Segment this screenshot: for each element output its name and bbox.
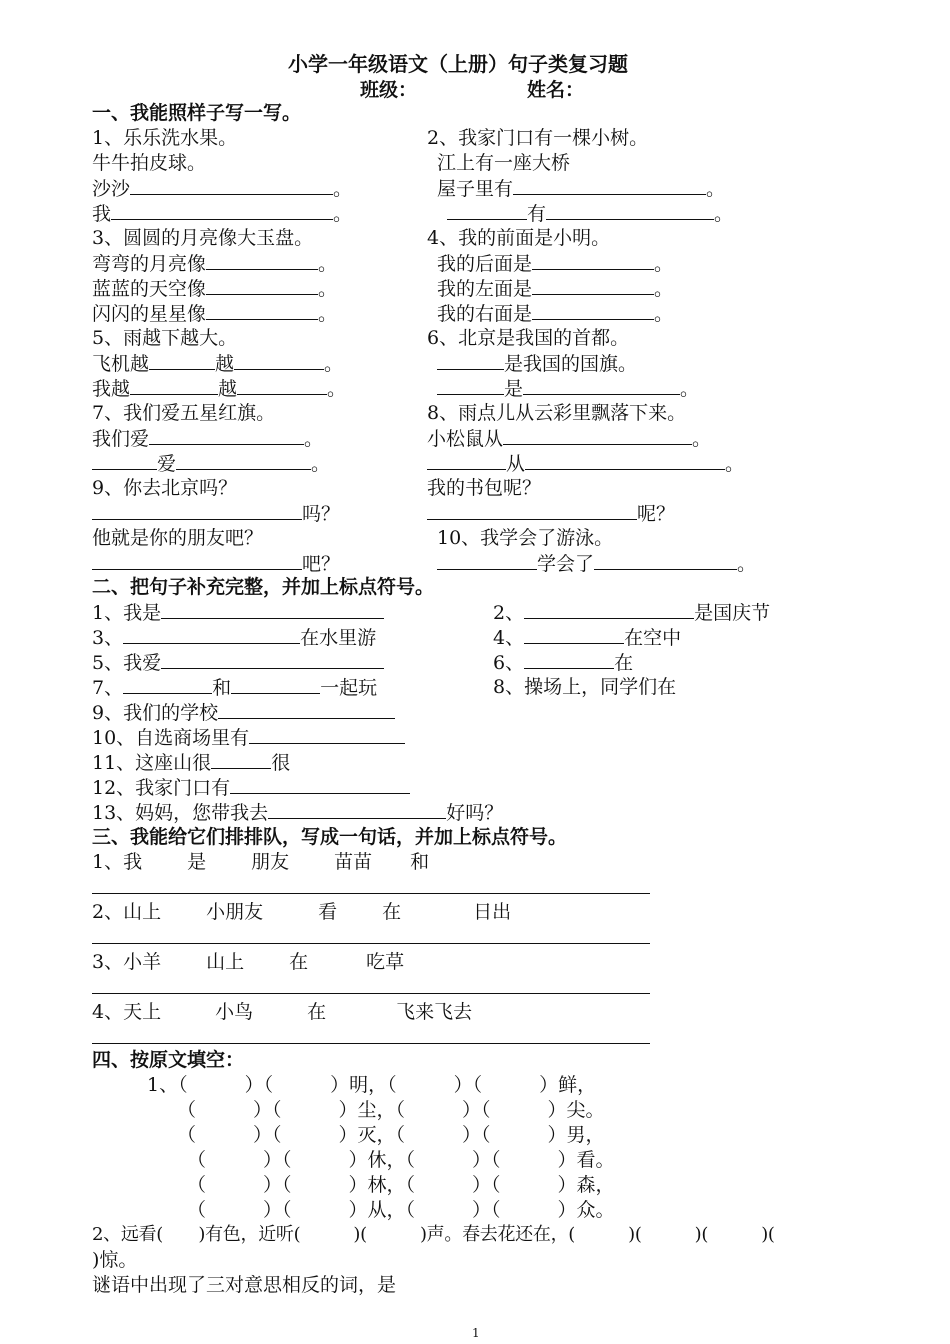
s2-item-13: 13、妈妈，您带我去 好吗？ <box>92 802 504 824</box>
s2-item-7: 7、 和 一起玩 <box>92 677 378 699</box>
blank[interactable] <box>524 625 624 644</box>
section-4-heading: 四、按原文填空： <box>92 1049 245 1071</box>
blank[interactable] <box>525 451 725 470</box>
blank[interactable] <box>130 376 218 395</box>
blank[interactable] <box>503 426 692 445</box>
blank[interactable] <box>268 800 446 819</box>
blank[interactable] <box>206 301 318 320</box>
blank[interactable] <box>523 376 680 395</box>
q2-example-2: 江上有一座大桥 <box>437 152 571 174</box>
s3-answer-line-1[interactable] <box>92 893 650 894</box>
q5-fill-1: 飞机越 越 。 <box>92 353 344 375</box>
blank[interactable] <box>237 376 327 395</box>
q4-fill-1: 我的后面是 。 <box>437 253 674 275</box>
q2-example: 2、我家门口有一棵小树。 <box>427 127 649 149</box>
q1-example-2: 牛牛拍皮球。 <box>92 152 207 174</box>
blank[interactable] <box>231 675 320 694</box>
blank[interactable] <box>532 276 654 295</box>
blank[interactable] <box>234 351 324 370</box>
q7-example: 7、我们爱五星红旗。 <box>92 402 276 424</box>
s3-answer-line-2[interactable] <box>92 943 650 944</box>
q5-example: 5、雨越下越大。 <box>92 327 238 349</box>
s4-line-2: （ ）（ ）尘，（ ）（ ）尖。 <box>177 1099 605 1121</box>
blank[interactable] <box>532 301 654 320</box>
s4-line-5: （ ）（ ）林，（ ）（ ）森， <box>187 1174 615 1196</box>
blank[interactable] <box>176 451 311 470</box>
section-3-heading: 三、我能给它们排排队，写成一句话，并加上标点符号。 <box>92 826 568 848</box>
s3-row-3: 3、小羊 山上 在 吃草 <box>92 951 405 973</box>
blank[interactable] <box>92 551 302 570</box>
q1-fill-1: 沙沙 。 <box>92 178 353 200</box>
s3-answer-line-4[interactable] <box>92 1043 650 1044</box>
blank[interactable] <box>130 176 333 195</box>
q6-fill-2: 是 。 <box>437 376 699 401</box>
q9b-fill: 呢？ <box>427 501 675 526</box>
q10-example: 10、我学会了游泳。 <box>437 527 614 549</box>
s4-q2-line-3: 谜语中出现了三对意思相反的词，是 <box>92 1274 397 1296</box>
s3-row-1: 1、我 是 朋友 苗苗 和 <box>92 851 430 873</box>
name-label: 姓名： <box>527 79 585 101</box>
blank[interactable] <box>513 176 706 195</box>
q9-example: 9、你去北京吗？ <box>92 477 238 499</box>
blank[interactable] <box>594 551 737 570</box>
q6-example: 6、北京是我国的首都。 <box>427 327 630 349</box>
s3-row-4: 4、天上 小鸟 在 飞来飞去 <box>92 1001 473 1023</box>
q9-fill-1: 吗？ <box>92 501 340 526</box>
s2-item-12: 12、我家门口有 <box>92 775 410 800</box>
class-label: 班级： <box>360 79 418 101</box>
s3-answer-line-3[interactable] <box>92 993 650 994</box>
s2-item-9: 9、我们的学校 <box>92 700 395 725</box>
blank[interactable] <box>206 276 318 295</box>
s2-item-3: 3、 在水里游 <box>92 627 377 649</box>
s4-line-3: （ ）（ ）灭，（ ）（ ）男， <box>177 1124 605 1146</box>
blank[interactable] <box>206 251 318 270</box>
blank[interactable] <box>249 725 405 744</box>
q9b-example: 我的书包呢？ <box>427 477 542 499</box>
s2-item-6: 6、 在 <box>493 652 634 674</box>
s2-item-1: 1、我是 <box>92 600 384 625</box>
q8-fill-2: 从 。 <box>427 451 744 476</box>
blank[interactable] <box>427 501 637 520</box>
q8-fill-1: 小松鼠从 。 <box>427 428 712 450</box>
q1-fill-2: 我 。 <box>92 203 353 225</box>
q6-fill-1: 是我国的国旗。 <box>437 351 637 376</box>
s2-item-11: 11、这座山很 很 <box>92 752 291 774</box>
q4-fill-2: 我的左面是 。 <box>437 278 674 300</box>
q9-example-2: 他就是你的朋友吧？ <box>92 527 264 549</box>
s3-row-2: 2、山上 小朋友 看 在 日出 <box>92 901 512 923</box>
q5-fill-2: 我越 越 。 <box>92 378 347 400</box>
blank[interactable] <box>546 201 714 220</box>
blank[interactable] <box>149 426 304 445</box>
q3-fill-3: 闪闪的星星像 。 <box>92 303 338 325</box>
q4-fill-3: 我的右面是 。 <box>437 303 674 325</box>
blank[interactable] <box>161 650 384 669</box>
blank[interactable] <box>211 750 271 769</box>
blank[interactable] <box>447 201 527 220</box>
blank[interactable] <box>161 600 384 619</box>
s2-item-2: 2、 是国庆节 <box>493 602 771 624</box>
blank[interactable] <box>123 625 300 644</box>
page-number: 1 <box>472 1326 480 1340</box>
s4-line-4: （ ）（ ）休，（ ）（ ）看。 <box>187 1149 615 1171</box>
q7-fill-1: 我们爱 。 <box>92 428 324 450</box>
q8-example: 8、雨点儿从云彩里飘落下来。 <box>427 402 687 424</box>
q1-example: 1、乐乐洗水果。 <box>92 127 238 149</box>
s4-line-1: 1、（ ）（ ）明，（ ）（ ）鲜， <box>147 1074 597 1096</box>
blank[interactable] <box>92 501 302 520</box>
blank[interactable] <box>427 451 506 470</box>
page-title: 小学一年级语文（上册）句子类复习题 <box>288 52 628 76</box>
q3-fill-2: 蓝蓝的天空像 。 <box>92 278 338 300</box>
s4-q2-line-2: )惊。 <box>92 1249 138 1271</box>
blank[interactable] <box>218 700 395 719</box>
q2-fill-1: 屋子里有 。 <box>437 178 726 200</box>
blank[interactable] <box>437 351 504 370</box>
q4-example: 4、我的前面是小明。 <box>427 227 611 249</box>
q9-fill-2: 吧？ <box>92 551 340 576</box>
s2-item-10: 10、自选商场里有 <box>92 725 405 750</box>
s4-line-6: （ ）（ ）从，（ ）（ ）众。 <box>187 1199 615 1221</box>
q7-fill-2: 爱 。 <box>92 451 330 476</box>
q3-example: 3、圆圆的月亮像大玉盘。 <box>92 227 314 249</box>
blank[interactable] <box>111 201 333 220</box>
q3-fill-1: 弯弯的月亮像 。 <box>92 253 338 275</box>
q2-fill-2: 有 。 <box>447 201 733 226</box>
blank[interactable] <box>230 775 410 794</box>
q10-fill: 学会了 。 <box>437 551 756 576</box>
section-2-heading: 二、把句子补充完整，并加上标点符号。 <box>92 576 435 598</box>
blank[interactable] <box>92 451 157 470</box>
section-1-heading: 一、我能照样子写一写。 <box>92 102 302 124</box>
blank[interactable] <box>123 675 212 694</box>
s2-item-5: 5、我爱 <box>92 650 384 675</box>
s4-q2-line-1: 2、远看( )有色，近听( )( )声。春去花还在，( )( )( )( <box>92 1224 775 1245</box>
blank[interactable] <box>149 351 215 370</box>
blank[interactable] <box>532 251 654 270</box>
blank[interactable] <box>437 551 537 570</box>
s2-item-8: 8、操场上，同学们在 <box>493 676 677 698</box>
blank[interactable] <box>524 650 614 669</box>
blank[interactable] <box>524 600 694 619</box>
blank[interactable] <box>437 376 504 395</box>
s2-item-4: 4、 在空中 <box>493 627 682 649</box>
